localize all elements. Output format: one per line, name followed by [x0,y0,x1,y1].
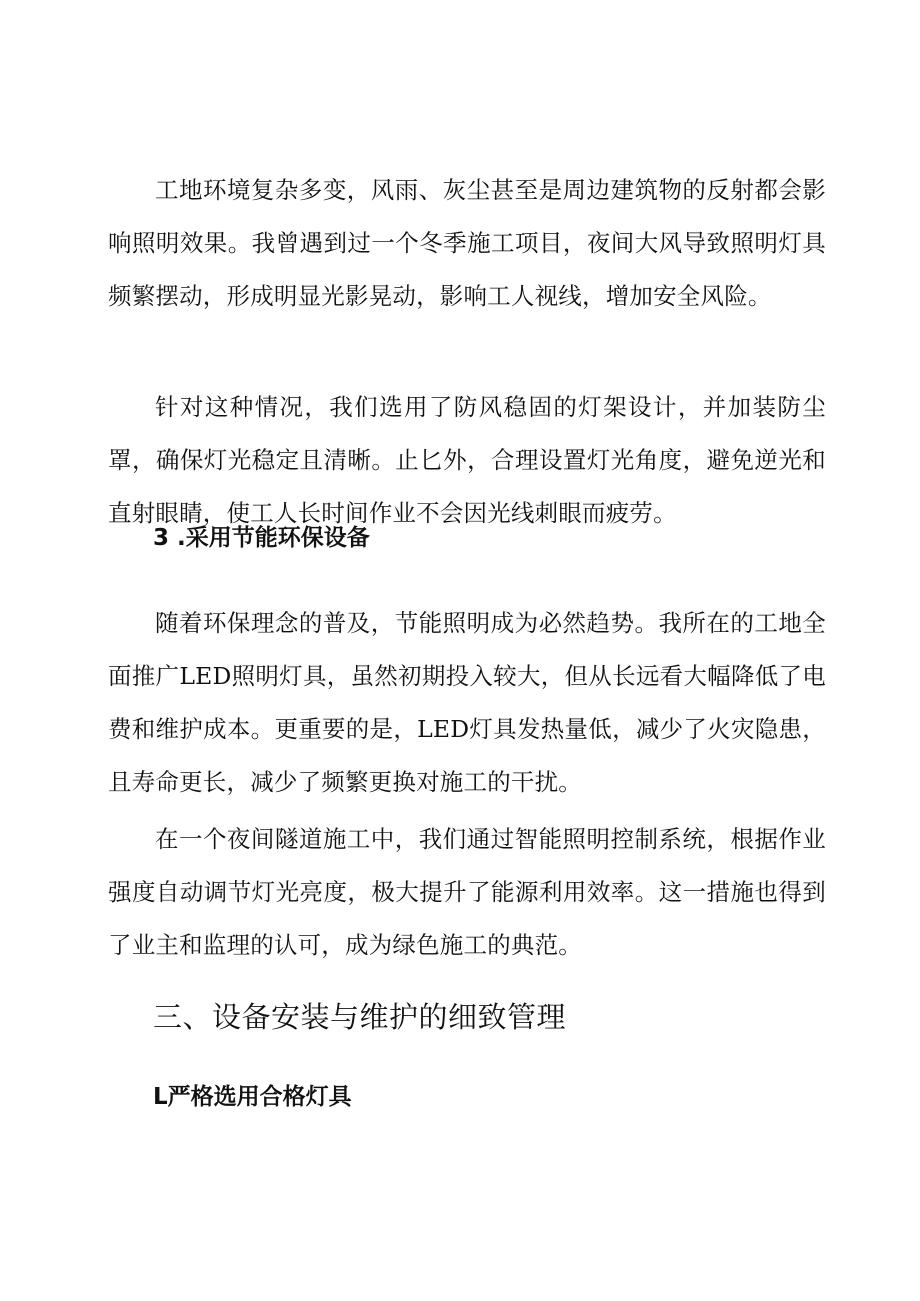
section-heading-installation: 三、设备安装与维护的细致管理 [153,1000,567,1034]
paragraph-environment: 工地环境复杂多变，风雨、灰尘甚至是周边建筑物的反射都会影响照明效果。我曾遇到过一个冬季施工项目，夜间大风导致照明灯具频繁摆动，形成明显光影晃动，影响工人视线，增加安全风险。 [108,176,826,310]
subheading-energy-saving: 3 .采用节能环保设备 [153,525,370,551]
paragraph-windproof-measures: 针对这种情况，我们选用了防风稳固的灯架设计，并加装防尘罩，确保灯光稳定且清晰。止匕外，合理设置灯光角度，避免逆光和直射眼睛，使工人长时间作业不会因光线刺眼而疲劳。 [108,393,826,527]
paragraph-led-lighting: 随着环保理念的普及，节能照明成为必然趋势。我所在的工地全面推广LED照明灯具，虽然初期投入较大，但从长远看大幅降低了电费和维护成本。更重要的是，LED灯具发热量低，减少了火灾隐患，且寿命更长，减少了频繁更换对施工的干扰。 [108,609,826,796]
paragraph-smart-control: 在一个夜间隧道施工中，我们通过智能照明控制系统，根据作业强度自动调节灯光亮度，极大提升了能源利用效率。这一措施也得到了业主和监理的认可，成为绿色施工的典范。 [108,825,826,959]
subheading-qualified-fixtures: L严格选用合格灯具 [153,1084,352,1110]
